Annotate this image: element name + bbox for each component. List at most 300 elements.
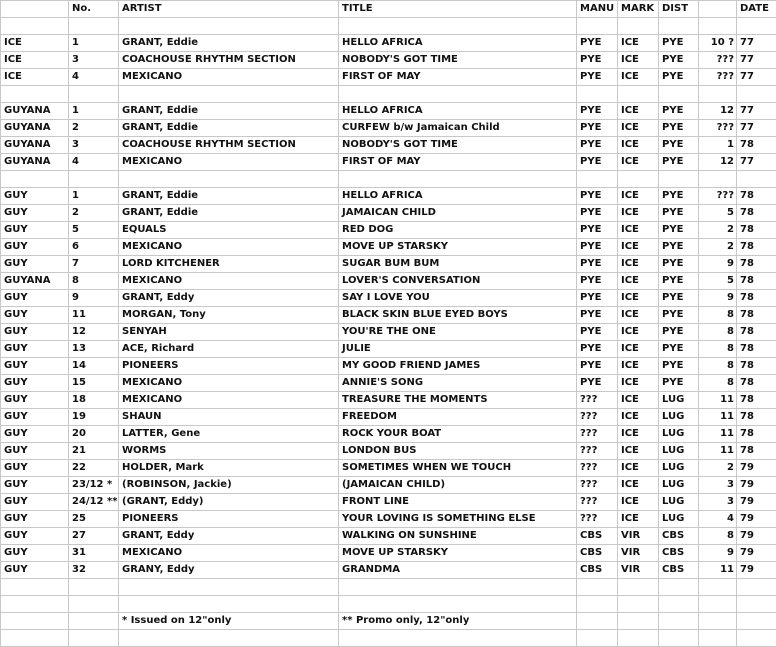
- cell-label: GUY: [1, 443, 69, 460]
- cell-label: GUYANA: [1, 154, 69, 171]
- cell-label: GUY: [1, 426, 69, 443]
- cell-no: 19: [69, 409, 119, 426]
- blank-row: [1, 18, 776, 35]
- blank-cell: [659, 630, 699, 647]
- cell-dist: CBS: [659, 562, 699, 579]
- cell-manu: CBS: [577, 528, 618, 545]
- cell-title: HELLO AFRICA: [339, 35, 577, 52]
- cell-manu: ???: [577, 511, 618, 528]
- table-row: [1, 392, 776, 409]
- cell-manu: PYE: [577, 52, 618, 69]
- cell-label: GUY: [1, 562, 69, 579]
- cell-no: 2: [69, 120, 119, 137]
- cell-manu: [577, 86, 618, 103]
- cell-artist: GRANT, Eddy: [119, 528, 339, 545]
- cell-artist: SENYAH: [119, 324, 339, 341]
- blank-cell: [699, 630, 737, 647]
- cell-artist: [119, 171, 339, 188]
- cell-artist: GRANT, Eddie: [119, 103, 339, 120]
- cell-no: 18: [69, 392, 119, 409]
- cell-pos: 2: [699, 239, 737, 256]
- blank-cell: [339, 630, 577, 647]
- cell-artist: LORD KITCHENER: [119, 256, 339, 273]
- cell-mark: ICE: [618, 375, 659, 392]
- cell-pos: 11: [699, 443, 737, 460]
- cell-manu: ???: [577, 443, 618, 460]
- cell-no: 1: [69, 35, 119, 52]
- cell-no: 1: [69, 103, 119, 120]
- cell-title: (JAMAICAN CHILD): [339, 477, 577, 494]
- cell-date: 78: [737, 409, 776, 426]
- cell-date: 78: [737, 358, 776, 375]
- cell-dist: [659, 596, 699, 613]
- cell-mark: ICE: [618, 409, 659, 426]
- cell-title: SAY I LOVE YOU: [339, 290, 577, 307]
- cell-pos: 5: [699, 205, 737, 222]
- cell-no: 3: [69, 137, 119, 154]
- cell-date: 77: [737, 103, 776, 120]
- cell-mark: ICE: [618, 69, 659, 86]
- cell-mark: ICE: [618, 511, 659, 528]
- cell-manu: ???: [577, 426, 618, 443]
- cell-pos: ???: [699, 188, 737, 205]
- cell-no: [69, 18, 119, 35]
- cell-pos: ???: [699, 120, 737, 137]
- cell-date: 77: [737, 120, 776, 137]
- cell-dist: [659, 579, 699, 596]
- cell-date: 78: [737, 256, 776, 273]
- cell-label: GUY: [1, 375, 69, 392]
- cell-date: 79: [737, 477, 776, 494]
- cell-mark: ICE: [618, 239, 659, 256]
- cell-pos: 12: [699, 154, 737, 171]
- blank-cell: [577, 613, 618, 630]
- cell-title: WALKING ON SUNSHINE: [339, 528, 577, 545]
- cell-mark: VIR: [618, 545, 659, 562]
- cell-dist: PYE: [659, 205, 699, 222]
- cell-label: [1, 171, 69, 188]
- cell-label: [1, 596, 69, 613]
- cell-no: [69, 171, 119, 188]
- cell-dist: LUG: [659, 409, 699, 426]
- cell-date: 79: [737, 545, 776, 562]
- cell-dist: LUG: [659, 494, 699, 511]
- cell-label: [1, 86, 69, 103]
- cell-mark: ICE: [618, 205, 659, 222]
- cell-manu: PYE: [577, 290, 618, 307]
- cell-date: [737, 18, 776, 35]
- cell-mark: ICE: [618, 341, 659, 358]
- cell-artist: ACE, Richard: [119, 341, 339, 358]
- cell-artist: EQUALS: [119, 222, 339, 239]
- table-row: [1, 426, 776, 443]
- blank-cell: [618, 613, 659, 630]
- header-dist: DIST: [659, 1, 699, 18]
- cell-title: FIRST OF MAY: [339, 69, 577, 86]
- table-row: [1, 477, 776, 494]
- cell-manu: CBS: [577, 545, 618, 562]
- cell-manu: ???: [577, 409, 618, 426]
- cell-manu: PYE: [577, 324, 618, 341]
- cell-artist: GRANT, Eddie: [119, 120, 339, 137]
- cell-pos: 5: [699, 273, 737, 290]
- cell-label: GUYANA: [1, 120, 69, 137]
- cell-title: [339, 18, 577, 35]
- cell-label: GUY: [1, 222, 69, 239]
- cell-dist: PYE: [659, 69, 699, 86]
- table-row: [1, 35, 776, 52]
- cell-label: GUY: [1, 256, 69, 273]
- cell-date: [737, 579, 776, 596]
- cell-mark: [618, 596, 659, 613]
- cell-no: 24/12 **: [69, 494, 119, 511]
- cell-title: NOBODY'S GOT TIME: [339, 137, 577, 154]
- cell-dist: LUG: [659, 426, 699, 443]
- blank-cell: [119, 630, 339, 647]
- cell-date: [737, 596, 776, 613]
- cell-pos: ???: [699, 52, 737, 69]
- cell-artist: [119, 596, 339, 613]
- cell-title: BLACK SKIN BLUE EYED BOYS: [339, 307, 577, 324]
- cell-artist: [119, 579, 339, 596]
- cell-mark: ICE: [618, 222, 659, 239]
- cell-manu: PYE: [577, 35, 618, 52]
- blank-cell: [737, 630, 776, 647]
- cell-artist: (ROBINSON, Jackie): [119, 477, 339, 494]
- cell-label: GUY: [1, 409, 69, 426]
- table-row: [1, 103, 776, 120]
- table-row: [1, 120, 776, 137]
- table-row: [1, 545, 776, 562]
- cell-manu: ???: [577, 392, 618, 409]
- cell-title: MOVE UP STARSKY: [339, 545, 577, 562]
- cell-artist: COACHOUSE RHYTHM SECTION: [119, 52, 339, 69]
- cell-no: 25: [69, 511, 119, 528]
- blank-cell: [577, 630, 618, 647]
- cell-manu: PYE: [577, 307, 618, 324]
- header-row: [1, 1, 776, 18]
- table-row: [1, 188, 776, 205]
- cell-artist: HOLDER, Mark: [119, 460, 339, 477]
- cell-pos: 1: [699, 137, 737, 154]
- cell-title: ANNIE'S SONG: [339, 375, 577, 392]
- cell-title: NOBODY'S GOT TIME: [339, 52, 577, 69]
- table-row: [1, 494, 776, 511]
- cell-manu: ???: [577, 460, 618, 477]
- cell-artist: PIONEERS: [119, 358, 339, 375]
- cell-date: 78: [737, 375, 776, 392]
- cell-mark: ICE: [618, 52, 659, 69]
- cell-title: [339, 596, 577, 613]
- blank-cell: [1, 613, 69, 630]
- cell-pos: [699, 18, 737, 35]
- cell-dist: PYE: [659, 256, 699, 273]
- blank-cell: [618, 630, 659, 647]
- cell-pos: 3: [699, 477, 737, 494]
- cell-mark: ICE: [618, 324, 659, 341]
- cell-date: 78: [737, 222, 776, 239]
- cell-artist: MEXICANO: [119, 273, 339, 290]
- cell-date: [737, 171, 776, 188]
- cell-no: 7: [69, 256, 119, 273]
- cell-mark: VIR: [618, 562, 659, 579]
- cell-no: 9: [69, 290, 119, 307]
- cell-label: GUY: [1, 392, 69, 409]
- cell-mark: ICE: [618, 120, 659, 137]
- blank-row: [1, 596, 776, 613]
- cell-title: HELLO AFRICA: [339, 188, 577, 205]
- header-mark: MARK: [618, 1, 659, 18]
- cell-dist: PYE: [659, 137, 699, 154]
- cell-no: [69, 579, 119, 596]
- cell-label: ICE: [1, 69, 69, 86]
- cell-title: FIRST OF MAY: [339, 154, 577, 171]
- cell-date: 78: [737, 392, 776, 409]
- cell-dist: LUG: [659, 477, 699, 494]
- cell-pos: 9: [699, 545, 737, 562]
- cell-date: 78: [737, 426, 776, 443]
- header-artist: ARTIST: [119, 1, 339, 18]
- cell-label: GUY: [1, 290, 69, 307]
- cell-manu: PYE: [577, 222, 618, 239]
- table-row: [1, 290, 776, 307]
- cell-manu: CBS: [577, 562, 618, 579]
- cell-pos: 8: [699, 358, 737, 375]
- cell-manu: PYE: [577, 154, 618, 171]
- cell-date: 77: [737, 52, 776, 69]
- cell-date: 79: [737, 511, 776, 528]
- cell-title: LOVER'S CONVERSATION: [339, 273, 577, 290]
- cell-mark: ICE: [618, 358, 659, 375]
- cell-label: GUY: [1, 460, 69, 477]
- table-row: [1, 273, 776, 290]
- blank-row: [1, 171, 776, 188]
- cell-no: 14: [69, 358, 119, 375]
- cell-title: [339, 171, 577, 188]
- cell-label: GUY: [1, 528, 69, 545]
- cell-title: ROCK YOUR BOAT: [339, 426, 577, 443]
- cell-artist: COACHOUSE RHYTHM SECTION: [119, 137, 339, 154]
- blank-cell: [659, 613, 699, 630]
- cell-manu: [577, 596, 618, 613]
- cell-mark: [618, 86, 659, 103]
- cell-mark: ICE: [618, 137, 659, 154]
- cell-label: ICE: [1, 52, 69, 69]
- cell-dist: PYE: [659, 52, 699, 69]
- cell-date: 78: [737, 307, 776, 324]
- cell-title: SUGAR BUM BUM: [339, 256, 577, 273]
- cell-manu: ???: [577, 494, 618, 511]
- cell-artist: LATTER, Gene: [119, 426, 339, 443]
- cell-dist: PYE: [659, 341, 699, 358]
- cell-date: 78: [737, 290, 776, 307]
- cell-no: 8: [69, 273, 119, 290]
- cell-manu: PYE: [577, 120, 618, 137]
- table-row: [1, 341, 776, 358]
- header-manu: MANU: [577, 1, 618, 18]
- cell-label: GUY: [1, 188, 69, 205]
- table-row: [1, 256, 776, 273]
- cell-date: 79: [737, 562, 776, 579]
- cell-pos: [699, 171, 737, 188]
- cell-date: 78: [737, 205, 776, 222]
- cell-dist: PYE: [659, 239, 699, 256]
- cell-date: 78: [737, 137, 776, 154]
- cell-manu: [577, 18, 618, 35]
- cell-no: 11: [69, 307, 119, 324]
- cell-title: HELLO AFRICA: [339, 103, 577, 120]
- cell-no: 20: [69, 426, 119, 443]
- cell-dist: PYE: [659, 35, 699, 52]
- cell-pos: 3: [699, 494, 737, 511]
- cell-title: RED DOG: [339, 222, 577, 239]
- cell-title: SOMETIMES WHEN WE TOUCH: [339, 460, 577, 477]
- cell-manu: PYE: [577, 256, 618, 273]
- cell-pos: 11: [699, 392, 737, 409]
- cell-pos: 11: [699, 562, 737, 579]
- cell-dist: PYE: [659, 324, 699, 341]
- cell-dist: LUG: [659, 443, 699, 460]
- cell-date: 77: [737, 69, 776, 86]
- cell-manu: PYE: [577, 205, 618, 222]
- cell-pos: 4: [699, 511, 737, 528]
- cell-no: 4: [69, 154, 119, 171]
- cell-no: 13: [69, 341, 119, 358]
- cell-pos: ???: [699, 69, 737, 86]
- cell-pos: 9: [699, 256, 737, 273]
- cell-date: 78: [737, 443, 776, 460]
- cell-label: GUY: [1, 205, 69, 222]
- table-row: [1, 528, 776, 545]
- header-label: [1, 1, 69, 18]
- cell-artist: SHAUN: [119, 409, 339, 426]
- cell-dist: [659, 86, 699, 103]
- cell-artist: GRANT, Eddie: [119, 35, 339, 52]
- cell-label: GUYANA: [1, 137, 69, 154]
- cell-no: [69, 596, 119, 613]
- cell-no: 21: [69, 443, 119, 460]
- cell-no: 15: [69, 375, 119, 392]
- cell-artist: MEXICANO: [119, 375, 339, 392]
- cell-date: 77: [737, 154, 776, 171]
- cell-artist: (GRANT, Eddy): [119, 494, 339, 511]
- cell-mark: [618, 579, 659, 596]
- blank-cell: [699, 613, 737, 630]
- cell-pos: 9: [699, 290, 737, 307]
- cell-mark: ICE: [618, 307, 659, 324]
- cell-no: 2: [69, 205, 119, 222]
- cell-label: GUY: [1, 511, 69, 528]
- cell-artist: MEXICANO: [119, 545, 339, 562]
- cell-title: FREEDOM: [339, 409, 577, 426]
- cell-mark: ICE: [618, 154, 659, 171]
- cell-artist: PIONEERS: [119, 511, 339, 528]
- blank-cell: [737, 613, 776, 630]
- cell-mark: ICE: [618, 290, 659, 307]
- cell-artist: GRANT, Eddie: [119, 205, 339, 222]
- cell-manu: [577, 579, 618, 596]
- table-row: [1, 69, 776, 86]
- cell-title: FRONT LINE: [339, 494, 577, 511]
- table-row: [1, 562, 776, 579]
- cell-label: GUYANA: [1, 103, 69, 120]
- cell-manu: PYE: [577, 137, 618, 154]
- cell-pos: 11: [699, 426, 737, 443]
- cell-no: 12: [69, 324, 119, 341]
- cell-no: 3: [69, 52, 119, 69]
- cell-mark: ICE: [618, 477, 659, 494]
- cell-dist: PYE: [659, 120, 699, 137]
- cell-no: 23/12 *: [69, 477, 119, 494]
- cell-label: [1, 579, 69, 596]
- blank-row: [1, 579, 776, 596]
- cell-pos: 8: [699, 528, 737, 545]
- cell-artist: [119, 18, 339, 35]
- cell-artist: MEXICANO: [119, 69, 339, 86]
- cell-label: GUY: [1, 477, 69, 494]
- table-row: [1, 324, 776, 341]
- table-row: [1, 409, 776, 426]
- blank-row: [1, 86, 776, 103]
- cell-title: LONDON BUS: [339, 443, 577, 460]
- cell-manu: PYE: [577, 103, 618, 120]
- cell-no: 4: [69, 69, 119, 86]
- cell-date: 78: [737, 324, 776, 341]
- cell-mark: ICE: [618, 494, 659, 511]
- cell-dist: PYE: [659, 222, 699, 239]
- cell-title: MY GOOD FRIEND JAMES: [339, 358, 577, 375]
- cell-no: 31: [69, 545, 119, 562]
- cell-pos: 8: [699, 341, 737, 358]
- cell-dist: PYE: [659, 188, 699, 205]
- cell-title: YOUR LOVING IS SOMETHING ELSE: [339, 511, 577, 528]
- cell-artist: GRANT, Eddy: [119, 290, 339, 307]
- cell-artist: GRANT, Eddie: [119, 188, 339, 205]
- cell-label: GUY: [1, 324, 69, 341]
- cell-manu: PYE: [577, 239, 618, 256]
- cell-pos: 8: [699, 375, 737, 392]
- table-row: [1, 205, 776, 222]
- cell-title: [339, 86, 577, 103]
- cell-dist: CBS: [659, 545, 699, 562]
- cell-label: GUY: [1, 341, 69, 358]
- cell-label: GUYANA: [1, 273, 69, 290]
- table-row: [1, 154, 776, 171]
- cell-title: MOVE UP STARSKY: [339, 239, 577, 256]
- table-row: [1, 52, 776, 69]
- footnote-promo-12: ** Promo only, 12"only: [339, 613, 577, 630]
- table-row: [1, 222, 776, 239]
- cell-dist: PYE: [659, 307, 699, 324]
- cell-date: 79: [737, 460, 776, 477]
- cell-dist: PYE: [659, 290, 699, 307]
- cell-mark: ICE: [618, 256, 659, 273]
- cell-pos: 8: [699, 324, 737, 341]
- table-row: [1, 375, 776, 392]
- cell-dist: [659, 18, 699, 35]
- cell-date: 79: [737, 528, 776, 545]
- cell-mark: ICE: [618, 188, 659, 205]
- cell-date: 78: [737, 341, 776, 358]
- cell-pos: 2: [699, 460, 737, 477]
- cell-title: [339, 579, 577, 596]
- cell-artist: WORMS: [119, 443, 339, 460]
- cell-artist: MEXICANO: [119, 392, 339, 409]
- cell-date: [737, 86, 776, 103]
- cell-title: JULIE: [339, 341, 577, 358]
- cell-manu: ???: [577, 477, 618, 494]
- cell-title: CURFEW b/w Jamaican Child: [339, 120, 577, 137]
